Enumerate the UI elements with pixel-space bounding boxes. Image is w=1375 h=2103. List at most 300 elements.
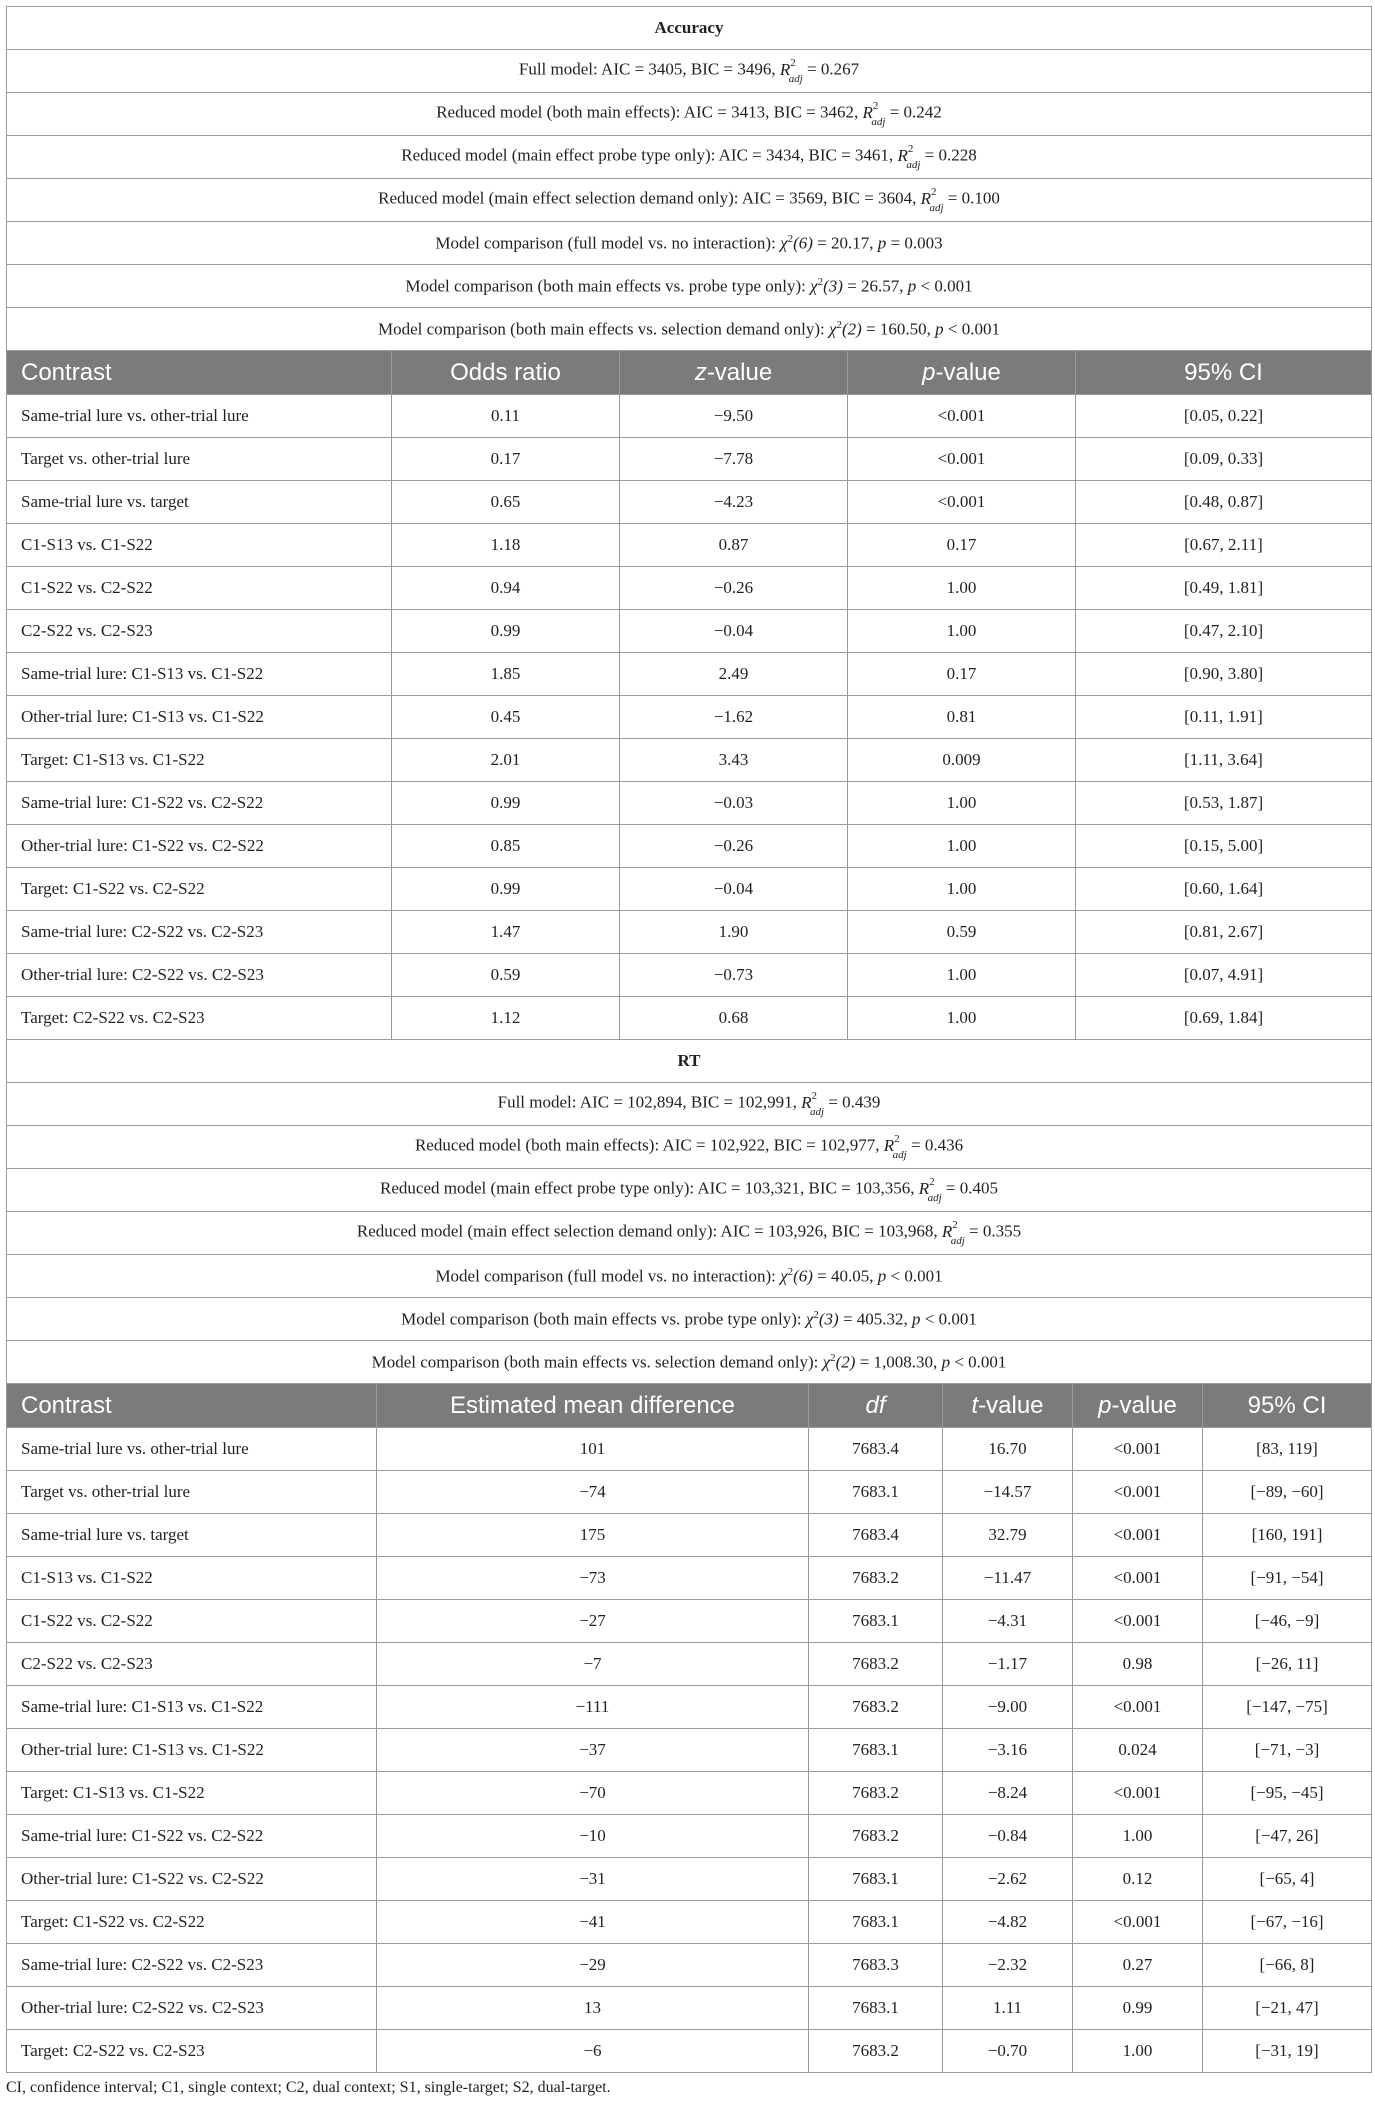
- table-row: [7, 481, 1372, 524]
- value-cell: −2.62: [943, 1858, 1073, 1901]
- r-sup: 2: [811, 1090, 817, 1103]
- table-row: [7, 1987, 1372, 2030]
- value-cell: −37: [377, 1729, 809, 1772]
- value-cell: [−91, −54]: [1203, 1557, 1372, 1600]
- model-comparison-cell: [7, 1341, 1372, 1384]
- value-cell: <0.001: [1073, 1901, 1203, 1944]
- model-fit-text: Reduced model (main effect probe type only): AIC = 3434, BIC = 3461,: [401, 146, 894, 166]
- p-value-text: < 0.001: [943, 319, 1001, 339]
- contrast-cell: Target: C1-S22 vs. C2-S22: [7, 868, 392, 911]
- chi-symbol: χ: [810, 276, 818, 296]
- header-text: -value: [978, 1391, 1044, 1419]
- contrast-cell: Other-trial lure: C1-S22 vs. C2-S22: [7, 825, 392, 868]
- value-cell: −14.57: [943, 1471, 1073, 1514]
- model-fit-cell: [7, 136, 1372, 179]
- value-cell: [0.69, 1.84]: [1076, 997, 1372, 1040]
- value-cell: 7683.2: [809, 1772, 943, 1815]
- table-row: [7, 567, 1372, 610]
- value-cell: −2.32: [943, 1944, 1073, 1987]
- model-comparison-row: [7, 1255, 1372, 1298]
- r-sub: adj: [892, 1148, 907, 1161]
- chi-df: (2): [842, 319, 862, 339]
- p-value-text: < 0.001: [920, 1309, 977, 1329]
- r-sub: adj: [871, 115, 886, 128]
- value-cell: 0.87: [620, 524, 848, 567]
- value-cell: 7683.2: [809, 2030, 943, 2073]
- section-title: RT: [7, 1040, 1372, 1083]
- p-symbol: p: [907, 276, 917, 296]
- chi-statistic: = 40.05,: [812, 1266, 878, 1286]
- header-text: -value: [706, 358, 773, 386]
- r-sup: 2: [929, 1176, 935, 1189]
- model-fit-text: Reduced model (main effect probe type only): AIC = 103,321, BIC = 103,356,: [380, 1179, 915, 1199]
- r-sup: 2: [907, 143, 914, 156]
- value-cell: 0.99: [1073, 1987, 1203, 2030]
- value-cell: −1.17: [943, 1643, 1073, 1686]
- value-cell: −0.73: [620, 954, 848, 997]
- value-cell: −0.84: [943, 1815, 1073, 1858]
- column-header: [1076, 351, 1372, 395]
- value-cell: −70: [377, 1772, 809, 1815]
- r-squared-symbol: [779, 57, 803, 85]
- column-header: [377, 1384, 809, 1428]
- header-italic: p: [922, 358, 936, 386]
- model-fit-row: [7, 93, 1372, 136]
- value-cell: 7683.2: [809, 1557, 943, 1600]
- value-cell: 1.00: [848, 868, 1076, 911]
- p-symbol: p: [935, 319, 944, 339]
- value-cell: [1.11, 3.64]: [1076, 739, 1372, 782]
- value-cell: 1.11: [943, 1987, 1073, 2030]
- p-value-text: < 0.001: [886, 1266, 943, 1286]
- header-italic: p: [1098, 1391, 1112, 1419]
- value-cell: [0.15, 5.00]: [1076, 825, 1372, 868]
- value-cell: <0.001: [1073, 1772, 1203, 1815]
- model-fit-row: [7, 179, 1372, 222]
- value-cell: −6: [377, 2030, 809, 2073]
- value-cell: −0.26: [620, 825, 848, 868]
- p-symbol: p: [912, 1309, 921, 1329]
- value-cell: [0.07, 4.91]: [1076, 954, 1372, 997]
- value-cell: 32.79: [943, 1514, 1073, 1557]
- model-comparison-cell: [7, 308, 1372, 351]
- value-cell: −0.03: [620, 782, 848, 825]
- value-cell: <0.001: [1073, 1428, 1203, 1471]
- value-cell: −41: [377, 1901, 809, 1944]
- r-sub: adj: [809, 1105, 825, 1118]
- value-cell: <0.001: [848, 395, 1076, 438]
- chi-sup: 2: [787, 1265, 794, 1278]
- value-cell: <0.001: [1073, 1514, 1203, 1557]
- model-fit-row: [7, 50, 1372, 93]
- r-squared-value: = 0.267: [802, 60, 860, 80]
- r-squared-symbol: [897, 143, 921, 171]
- section-title-row: [7, 1040, 1372, 1083]
- column-header: [7, 1384, 377, 1428]
- chi-df: (3): [818, 1309, 839, 1329]
- value-cell: [−47, 26]: [1203, 1815, 1372, 1858]
- value-cell: 7683.1: [809, 1600, 943, 1643]
- r-squared-value: = 0.228: [920, 146, 977, 166]
- model-fit-cell: [7, 1169, 1372, 1212]
- chi-df: (3): [823, 276, 843, 296]
- table-row: [7, 1686, 1372, 1729]
- table-row: [7, 1901, 1372, 1944]
- value-cell: −74: [377, 1471, 809, 1514]
- model-fit-cell: [7, 1083, 1372, 1126]
- model-fit-text: Full model: AIC = 3405, BIC = 3496,: [518, 60, 776, 80]
- value-cell: <0.001: [1073, 1557, 1203, 1600]
- chi-df: (6): [793, 233, 813, 253]
- value-cell: 7683.2: [809, 1686, 943, 1729]
- value-cell: −8.24: [943, 1772, 1073, 1815]
- table-row: [7, 1858, 1372, 1901]
- chi-sup: 2: [817, 275, 824, 288]
- value-cell: −0.70: [943, 2030, 1073, 2073]
- rt-body: [7, 1040, 1372, 2073]
- contrast-cell: Same-trial lure: C1-S13 vs. C1-S22: [7, 653, 392, 696]
- value-cell: −73: [377, 1557, 809, 1600]
- contrast-cell: Same-trial lure: C2-S22 vs. C2-S23: [7, 911, 392, 954]
- chi-df: (2): [835, 1352, 856, 1372]
- chi-symbol: χ: [822, 1352, 831, 1372]
- table-row: [7, 1643, 1372, 1686]
- value-cell: −7: [377, 1643, 809, 1686]
- r-letter: R: [897, 146, 908, 166]
- contrast-cell: C1-S13 vs. C1-S22: [7, 524, 392, 567]
- model-comparison-row: [7, 308, 1372, 351]
- value-cell: 7683.2: [809, 1815, 943, 1858]
- p-symbol: p: [877, 233, 887, 253]
- value-cell: 7683.1: [809, 1987, 943, 2030]
- value-cell: 7683.3: [809, 1944, 943, 1987]
- value-cell: 0.17: [848, 524, 1076, 567]
- results-tables: [6, 6, 1371, 2097]
- table-row: [7, 653, 1372, 696]
- value-cell: 0.99: [392, 782, 620, 825]
- chi-sup: 2: [787, 232, 794, 245]
- r-squared-symbol: [920, 186, 944, 214]
- value-cell: −10: [377, 1815, 809, 1858]
- table-row: [7, 868, 1372, 911]
- value-cell: −31: [377, 1858, 809, 1901]
- r-squared-value: = 0.405: [941, 1179, 998, 1199]
- comparison-text: Model comparison (full model vs. no interaction):: [435, 233, 781, 253]
- r-sup: 2: [930, 186, 937, 199]
- value-cell: <0.001: [848, 438, 1076, 481]
- value-cell: 1.00: [848, 610, 1076, 653]
- contrast-cell: Same-trial lure: C2-S22 vs. C2-S23: [7, 1944, 377, 1987]
- value-cell: 1.85: [392, 653, 620, 696]
- column-header: [1073, 1384, 1203, 1428]
- contrast-cell: Other-trial lure: C1-S22 vs. C2-S22: [7, 1858, 377, 1901]
- chi-df: (6): [793, 1266, 813, 1286]
- value-cell: −9.00: [943, 1686, 1073, 1729]
- section-title-row: [7, 7, 1372, 50]
- accuracy-table: [6, 6, 1372, 1040]
- r-squared-value: = 0.242: [885, 103, 942, 123]
- value-cell: −0.04: [620, 868, 848, 911]
- contrast-cell: C1-S22 vs. C2-S22: [7, 1600, 377, 1643]
- model-fit-text: Full model: AIC = 102,894, BIC = 102,991,: [497, 1093, 797, 1113]
- value-cell: 3.43: [620, 739, 848, 782]
- model-fit-text: Reduced model (both main effects): AIC = 102,922, BIC = 102,977,: [414, 1136, 880, 1156]
- r-sub: adj: [906, 158, 921, 171]
- value-cell: 0.17: [392, 438, 620, 481]
- value-cell: [0.05, 0.22]: [1076, 395, 1372, 438]
- r-squared-value: = 0.355: [964, 1222, 1022, 1242]
- value-cell: 0.59: [848, 911, 1076, 954]
- r-squared-value: = 0.439: [824, 1093, 881, 1113]
- model-fit-text: Reduced model (main effect selection demand only): AIC = 3569, BIC = 3604,: [378, 189, 917, 209]
- value-cell: 1.00: [1073, 1815, 1203, 1858]
- model-fit-cell: [7, 1126, 1372, 1169]
- model-comparison-row: [7, 265, 1372, 308]
- value-cell: [−147, −75]: [1203, 1686, 1372, 1729]
- value-cell: 1.18: [392, 524, 620, 567]
- value-cell: 7683.1: [809, 1471, 943, 1514]
- r-sub: adj: [929, 201, 944, 214]
- r-sub: adj: [788, 72, 803, 85]
- r-sub: adj: [950, 1234, 965, 1247]
- value-cell: [−66, 8]: [1203, 1944, 1372, 1987]
- header-text: Odds ratio: [450, 358, 561, 386]
- r-sup: 2: [894, 1133, 900, 1146]
- contrast-cell: Other-trial lure: C2-S22 vs. C2-S23: [7, 954, 392, 997]
- model-comparison-row: [7, 1341, 1372, 1384]
- contrast-cell: Same-trial lure: C1-S22 vs. C2-S22: [7, 1815, 377, 1858]
- header-text: Estimated mean difference: [449, 1391, 736, 1419]
- value-cell: 2.49: [620, 653, 848, 696]
- value-cell: [0.49, 1.81]: [1076, 567, 1372, 610]
- table-row: [7, 997, 1372, 1040]
- model-fit-row: [7, 1212, 1372, 1255]
- table-row: [7, 739, 1372, 782]
- value-cell: 0.17: [848, 653, 1076, 696]
- chi-statistic: = 160.50,: [861, 319, 936, 339]
- value-cell: [−65, 4]: [1203, 1858, 1372, 1901]
- value-cell: −11.47: [943, 1557, 1073, 1600]
- chi-symbol: χ: [780, 233, 788, 253]
- value-cell: −1.62: [620, 696, 848, 739]
- value-cell: −4.82: [943, 1901, 1073, 1944]
- r-letter: R: [920, 189, 931, 209]
- r-squared-value: = 0.100: [943, 189, 1000, 209]
- chi-statistic: = 20.17,: [812, 233, 878, 253]
- r-sup: 2: [872, 100, 879, 113]
- value-cell: 0.45: [392, 696, 620, 739]
- model-fit-cell: [7, 50, 1372, 93]
- value-cell: −0.04: [620, 610, 848, 653]
- value-cell: 0.99: [392, 868, 620, 911]
- value-cell: 1.00: [848, 954, 1076, 997]
- value-cell: 0.94: [392, 567, 620, 610]
- p-value-text: < 0.001: [916, 276, 973, 296]
- rt-table: [6, 1039, 1372, 2073]
- header-text: -value: [935, 358, 1001, 386]
- table-row: [7, 1772, 1372, 1815]
- r-squared-symbol: [918, 1176, 942, 1204]
- table-row: [7, 395, 1372, 438]
- value-cell: 0.99: [392, 610, 620, 653]
- value-cell: [0.48, 0.87]: [1076, 481, 1372, 524]
- value-cell: 0.11: [392, 395, 620, 438]
- value-cell: −29: [377, 1944, 809, 1987]
- value-cell: 0.27: [1073, 1944, 1203, 1987]
- value-cell: 7683.1: [809, 1858, 943, 1901]
- value-cell: [−26, 11]: [1203, 1643, 1372, 1686]
- value-cell: 1.00: [848, 782, 1076, 825]
- table-row: [7, 696, 1372, 739]
- contrast-cell: Other-trial lure: C1-S13 vs. C1-S22: [7, 1729, 377, 1772]
- value-cell: [0.81, 2.67]: [1076, 911, 1372, 954]
- contrast-cell: Target vs. other-trial lure: [7, 1471, 377, 1514]
- chi-statistic: = 405.32,: [838, 1309, 913, 1329]
- table-footnote: CI, confidence interval; C1, single context; C2, dual context; S1, single-target; S2, dual-target.: [6, 2079, 611, 2096]
- value-cell: −3.16: [943, 1729, 1073, 1772]
- chi-sup: 2: [830, 1351, 836, 1364]
- table-row: [7, 524, 1372, 567]
- table-row: [7, 1514, 1372, 1557]
- contrast-cell: Other-trial lure: C1-S13 vs. C1-S22: [7, 696, 392, 739]
- comparison-text: Model comparison (both main effects vs. probe type only):: [401, 1309, 806, 1329]
- header-italic: t: [971, 1391, 979, 1419]
- value-cell: [83, 119]: [1203, 1428, 1372, 1471]
- contrast-cell: Same-trial lure vs. target: [7, 481, 392, 524]
- p-value-text: = 0.003: [886, 233, 943, 253]
- column-header-row: [7, 1384, 1372, 1428]
- value-cell: −7.78: [620, 438, 848, 481]
- model-comparison-row: [7, 1298, 1372, 1341]
- contrast-cell: Same-trial lure vs. target: [7, 1514, 377, 1557]
- column-header-row: [7, 351, 1372, 395]
- value-cell: 7683.4: [809, 1428, 943, 1471]
- comparison-text: Model comparison (full model vs. no interaction):: [435, 1266, 781, 1286]
- header-text: 95% CI: [1247, 1391, 1327, 1419]
- comparison-text: Model comparison (both main effects vs. selection demand only):: [371, 1352, 823, 1372]
- column-header: [392, 351, 620, 395]
- value-cell: 16.70: [943, 1428, 1073, 1471]
- contrast-cell: C2-S22 vs. C2-S23: [7, 610, 392, 653]
- chi-sup: 2: [813, 1308, 819, 1321]
- model-comparison-cell: [7, 1298, 1372, 1341]
- value-cell: −111: [377, 1686, 809, 1729]
- table-row: [7, 1600, 1372, 1643]
- value-cell: [0.60, 1.64]: [1076, 868, 1372, 911]
- value-cell: [−46, −9]: [1203, 1600, 1372, 1643]
- column-header: [943, 1384, 1073, 1428]
- value-cell: 13: [377, 1987, 809, 2030]
- value-cell: [0.09, 0.33]: [1076, 438, 1372, 481]
- header-text: Contrast: [21, 1391, 112, 1419]
- r-letter: R: [883, 1136, 895, 1156]
- header-italic: z: [694, 358, 707, 386]
- value-cell: 0.009: [848, 739, 1076, 782]
- value-cell: 1.00: [848, 997, 1076, 1040]
- header-text: Contrast: [21, 358, 112, 386]
- value-cell: 0.65: [392, 481, 620, 524]
- table-row: [7, 1471, 1372, 1514]
- chi-symbol: χ: [829, 319, 837, 339]
- value-cell: −9.50: [620, 395, 848, 438]
- contrast-cell: C1-S22 vs. C2-S22: [7, 567, 392, 610]
- r-squared-symbol: [941, 1219, 965, 1247]
- value-cell: [160, 191]: [1203, 1514, 1372, 1557]
- contrast-cell: C2-S22 vs. C2-S23: [7, 1643, 377, 1686]
- value-cell: [−67, −16]: [1203, 1901, 1372, 1944]
- chi-sup: 2: [836, 318, 842, 331]
- column-header: [848, 351, 1076, 395]
- contrast-cell: Same-trial lure: C1-S13 vs. C1-S22: [7, 1686, 377, 1729]
- column-header: [809, 1384, 943, 1428]
- table-row: [7, 438, 1372, 481]
- r-letter: R: [918, 1179, 930, 1199]
- value-cell: [−89, −60]: [1203, 1471, 1372, 1514]
- comparison-text: Model comparison (both main effects vs. probe type only):: [405, 276, 811, 296]
- p-value-text: < 0.001: [950, 1352, 1007, 1372]
- table-row: [7, 782, 1372, 825]
- model-fit-row: [7, 1169, 1372, 1212]
- model-fit-text: Reduced model (both main effects): AIC = 3413, BIC = 3462,: [436, 103, 859, 123]
- contrast-cell: Same-trial lure: C1-S22 vs. C2-S22: [7, 782, 392, 825]
- model-comparison-cell: [7, 1255, 1372, 1298]
- contrast-cell: Same-trial lure vs. other-trial lure: [7, 395, 392, 438]
- table-row: [7, 610, 1372, 653]
- r-squared-symbol: [801, 1090, 825, 1118]
- table-row: [7, 1729, 1372, 1772]
- contrast-cell: Target: C1-S13 vs. C1-S22: [7, 739, 392, 782]
- chi-symbol: χ: [805, 1309, 814, 1329]
- contrast-cell: Target: C1-S13 vs. C1-S22: [7, 1772, 377, 1815]
- value-cell: −4.31: [943, 1600, 1073, 1643]
- value-cell: 7683.1: [809, 1901, 943, 1944]
- value-cell: 0.024: [1073, 1729, 1203, 1772]
- comparison-text: Model comparison (both main effects vs. selection demand only):: [377, 319, 830, 339]
- table-row: [7, 911, 1372, 954]
- r-sub: adj: [927, 1191, 942, 1204]
- r-squared-value: = 0.436: [906, 1136, 964, 1156]
- value-cell: [−31, 19]: [1203, 2030, 1372, 2073]
- value-cell: 7683.4: [809, 1514, 943, 1557]
- contrast-cell: Target vs. other-trial lure: [7, 438, 392, 481]
- table-row: [7, 825, 1372, 868]
- chi-statistic: = 26.57,: [842, 276, 908, 296]
- value-cell: [0.11, 1.91]: [1076, 696, 1372, 739]
- contrast-cell: C1-S13 vs. C1-S22: [7, 1557, 377, 1600]
- value-cell: 7683.1: [809, 1729, 943, 1772]
- table-row: [7, 1815, 1372, 1858]
- value-cell: [0.47, 2.10]: [1076, 610, 1372, 653]
- value-cell: 1.00: [848, 825, 1076, 868]
- value-cell: 2.01: [392, 739, 620, 782]
- value-cell: 0.85: [392, 825, 620, 868]
- model-fit-row: [7, 1083, 1372, 1126]
- value-cell: 0.98: [1073, 1643, 1203, 1686]
- column-header: [1203, 1384, 1372, 1428]
- header-text: 95% CI: [1184, 358, 1263, 386]
- value-cell: [−21, 47]: [1203, 1987, 1372, 2030]
- r-squared-symbol: [883, 1133, 907, 1161]
- model-fit-row: [7, 136, 1372, 179]
- column-header: [620, 351, 848, 395]
- value-cell: <0.001: [1073, 1471, 1203, 1514]
- table-row: [7, 2030, 1372, 2073]
- model-fit-text: Reduced model (main effect selection demand only): AIC = 103,926, BIC = 103,968,: [356, 1222, 938, 1242]
- contrast-cell: Other-trial lure: C2-S22 vs. C2-S23: [7, 1987, 377, 2030]
- value-cell: 1.90: [620, 911, 848, 954]
- value-cell: <0.001: [1073, 1686, 1203, 1729]
- column-header: [7, 351, 392, 395]
